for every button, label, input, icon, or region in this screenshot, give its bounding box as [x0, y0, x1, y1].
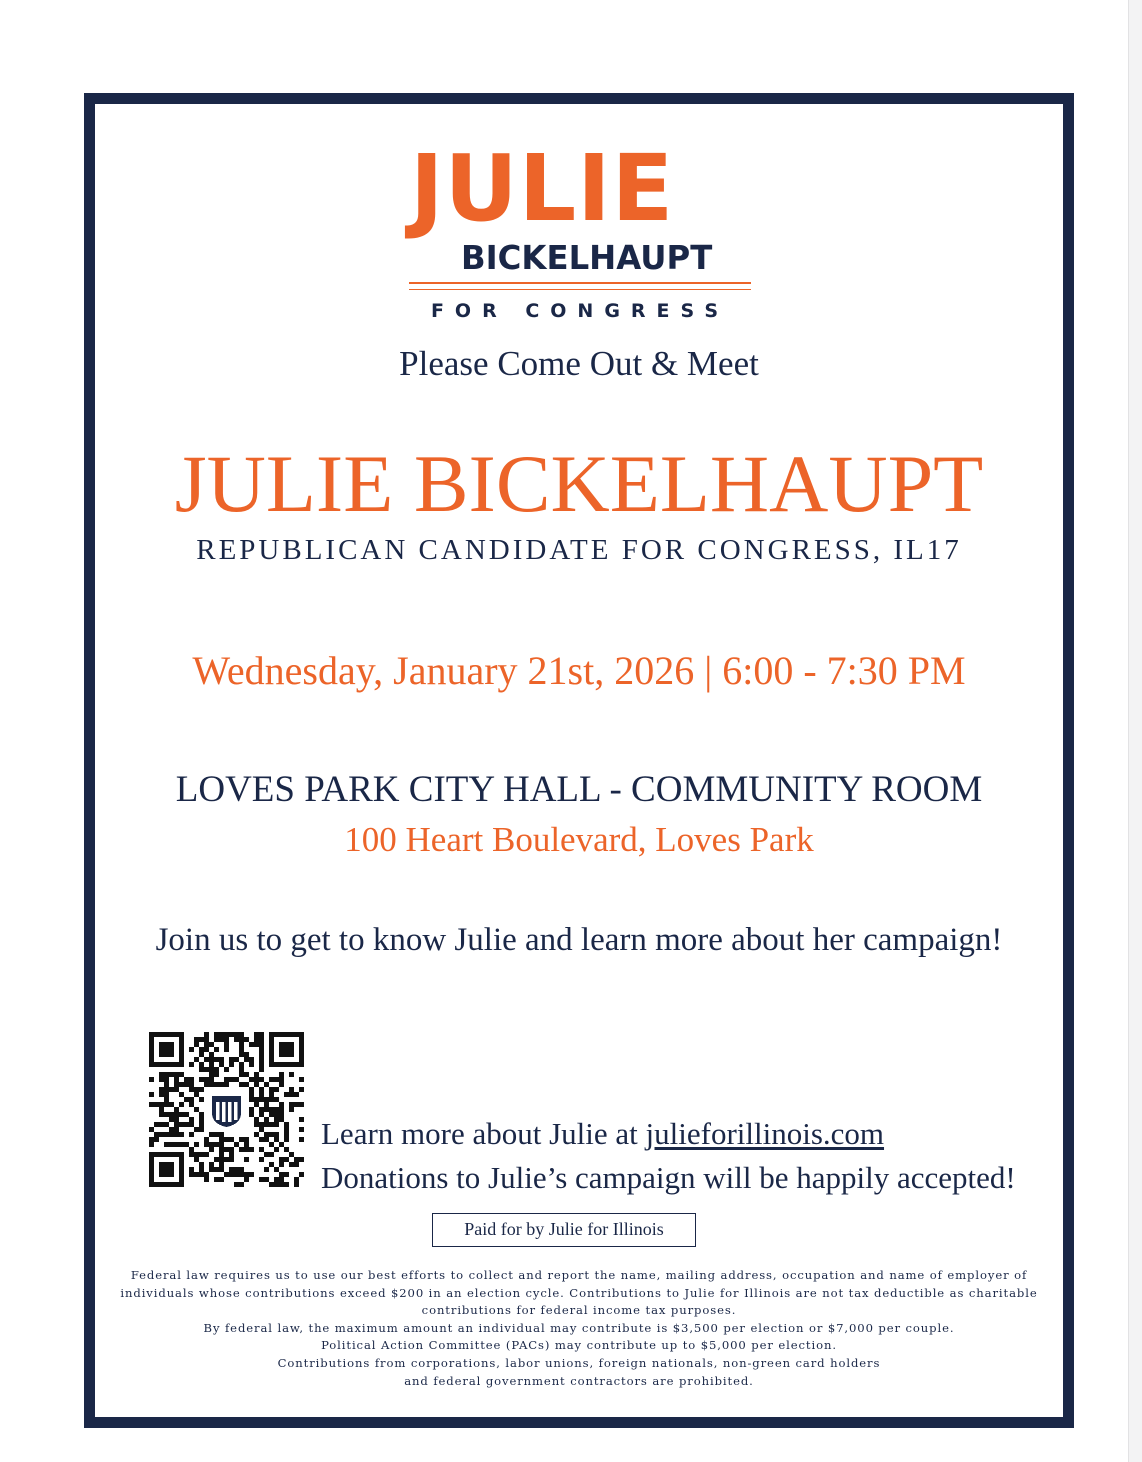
event-date-time: Wednesday, January 21st, 2026 | 6:00 - 7:30 PM [192, 648, 966, 693]
logo-last-name: BICKELHAUPT [461, 238, 713, 277]
disclaimer-line: and federal government contractors are prohibited. [404, 1373, 754, 1388]
logo-first-name: JULIE [410, 135, 675, 242]
learn-more-block [321, 1112, 1061, 1200]
page-edge [1128, 0, 1142, 1462]
website-link[interactable]: julieforillinois.com [645, 1116, 885, 1151]
learn-more-line [321, 1112, 1061, 1156]
disclaimer-line: Political Action Committee (PACs) may contribute up to $5,000 per election. [321, 1338, 837, 1353]
disclaimer-line: individuals whose contributions exceed $200 in an election cycle. Contributions to Julie for Illinois are not tax deductible as charitable [120, 1285, 1038, 1300]
disclaimer-line: Contributions from corporations, labor unions, foreign nationals, non-green card holders [277, 1355, 881, 1370]
legal-disclaimer [95, 1267, 1063, 1390]
logo-rule [409, 282, 751, 284]
paid-for-box: Paid for by Julie for Illinois [432, 1213, 696, 1247]
event-venue: LOVES PARK CITY HALL - COMMUNITY ROOM [175, 769, 983, 810]
campaign-logo [405, 134, 755, 334]
donations-line: Donations to Julie’s campaign will be happily accepted! [321, 1160, 1016, 1195]
candidate-role: REPUBLICAN CANDIDATE FOR CONGRESS, IL17 [196, 534, 962, 566]
disclaimer-line: By federal law, the maximum amount an individual may contribute is $3,500 per election or $7,000 per couple. [203, 1320, 955, 1335]
invitation-text: Please Come Out & Meet [399, 344, 759, 383]
learn-more-prefix: Learn more about Julie at [321, 1116, 646, 1151]
event-address: 100 Heart Boulevard, Loves Park [344, 820, 814, 859]
disclaimer-line: Federal law requires us to use our best efforts to collect and report the name, mailing address, occupation and name of employer of [130, 1268, 1028, 1282]
logo-rule-thin [409, 289, 751, 290]
logo-tagline: FOR CONGRESS [430, 300, 730, 322]
flyer-frame [84, 93, 1074, 1428]
qr-code-icon[interactable] [149, 1032, 304, 1187]
disclaimer-line: contributions for federal income tax purposes. [421, 1303, 737, 1318]
candidate-name: JULIE BICKELHAUPT [174, 438, 984, 529]
join-message: Join us to get to know Julie and learn more about her campaign! [155, 922, 1003, 958]
